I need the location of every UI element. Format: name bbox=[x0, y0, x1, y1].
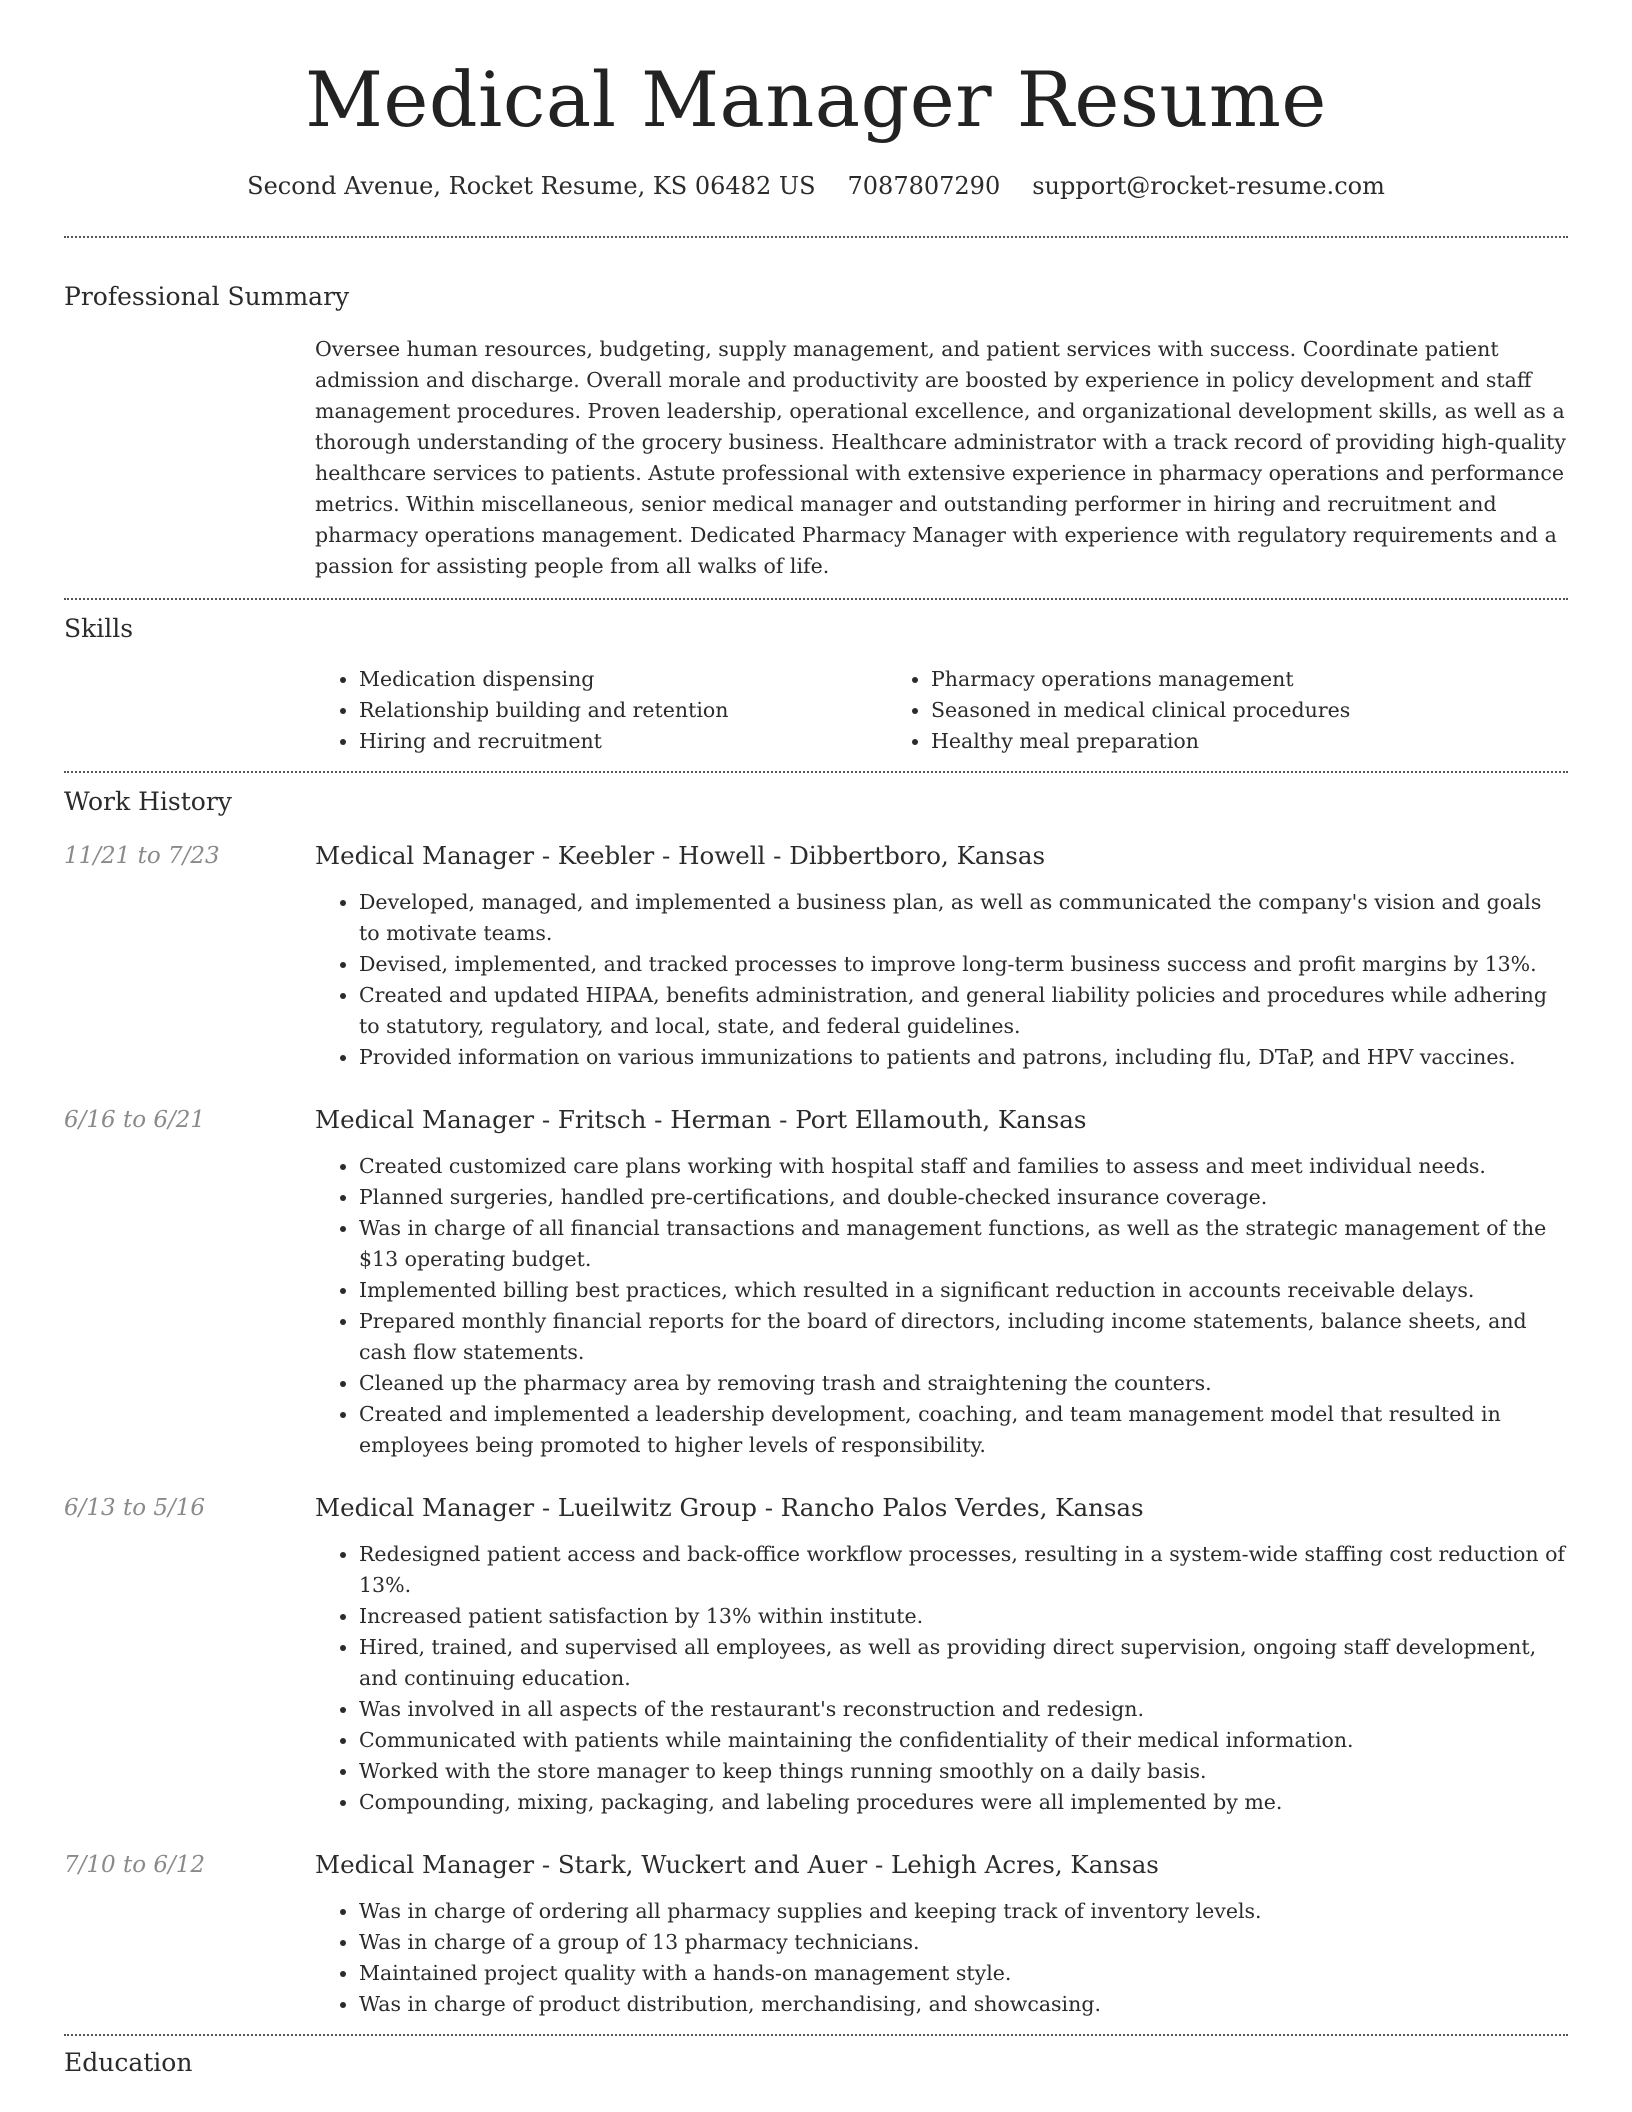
job-bullets bbox=[315, 1896, 1568, 2020]
skill-item: • Healthy meal preparation bbox=[931, 726, 1459, 757]
job-bullets bbox=[315, 1151, 1568, 1461]
summary-text: Oversee human resources, budgeting, supply management, and patient services with success. Coordinate patient admission and discharge. Overall morale and productivity are boosted by experience in policy development and staff management procedures. Proven leadership, operational excellence, and organizational development skills, as well as a thorough understanding of the grocery business. Healthcare administrator with a track record of providing high-quality healthcare services to patients. Astute professional with extensive experience in pharmacy operations and performance metrics. Within miscellaneous, senior medical manager and outstanding performer in hiring and recruitment and pharmacy operations management. Dedicated Pharmacy Manager with experience with regulatory requirements and a passion for assisting people from all walks of life. bbox=[315, 337, 1566, 578]
job-dates: 11/21 to 7/23 bbox=[64, 843, 220, 869]
job-body bbox=[315, 839, 1568, 1073]
job-entry bbox=[64, 839, 1568, 1073]
skills-columns bbox=[315, 664, 1568, 757]
job-bullets bbox=[315, 1539, 1568, 1818]
job-dates: 6/13 to 5/16 bbox=[64, 1495, 206, 1521]
section-title-skills: Skills bbox=[64, 614, 134, 643]
job-bullet: • Provided information on various immunizations to patients and patrons, including flu, DTaP, and HPV vaccines. bbox=[359, 1042, 1568, 1073]
job-body bbox=[315, 1103, 1568, 1461]
job-title: Medical Manager - Fritsch - Herman - Port Ellamouth, Kansas bbox=[315, 1105, 1087, 1134]
job-bullet: • Prepared monthly financial reports for the board of directors, including income statements, balance sheets, and cash flow statements. bbox=[359, 1306, 1568, 1368]
skill-item: • Relationship building and retention bbox=[359, 695, 887, 726]
skill-item: • Medication dispensing bbox=[359, 664, 887, 695]
job-bullet: • Developed, managed, and implemented a business plan, as well as communicated the company's vision and goals to motivate teams. bbox=[359, 887, 1568, 949]
skill-item: • Seasoned in medical clinical procedures bbox=[931, 695, 1459, 726]
work-history-section bbox=[64, 773, 1568, 2020]
job-bullet: • Worked with the store manager to keep things running smoothly on a daily basis. bbox=[359, 1756, 1568, 1787]
skill-item: • Hiring and recruitment bbox=[359, 726, 887, 757]
job-bullet: • Devised, implemented, and tracked processes to improve long-term business success and profit margins by 13%. bbox=[359, 949, 1568, 980]
skills-left-list bbox=[315, 664, 887, 757]
section-title-summary: Professional Summary bbox=[64, 282, 350, 311]
job-entry bbox=[64, 1848, 1568, 2020]
job-bullet: • Maintained project quality with a hands-on management style. bbox=[359, 1958, 1568, 1989]
job-bullet: • Was involved in all aspects of the restaurant's reconstruction and redesign. bbox=[359, 1694, 1568, 1725]
job-bullets bbox=[315, 887, 1568, 1073]
job-title: Medical Manager - Lueilwitz Group - Rancho Palos Verdes, Kansas bbox=[315, 1493, 1144, 1522]
job-bullet: • Was in charge of a group of 13 pharmacy technicians. bbox=[359, 1927, 1568, 1958]
job-entry bbox=[64, 1103, 1568, 1461]
job-body bbox=[315, 1491, 1568, 1818]
job-bullet: • Redesigned patient access and back-office workflow processes, resulting in a system-wide staffing cost reduction of 13%. bbox=[359, 1539, 1568, 1601]
resume-title: Medical Manager Resume bbox=[305, 55, 1327, 144]
job-bullet: • Was in charge of all financial transactions and management functions, as well as the strategic management of the $13 operating budget. bbox=[359, 1213, 1568, 1275]
contact-address: Second Avenue, Rocket Resume, KS 06482 US bbox=[247, 172, 816, 200]
job-dates: 7/10 to 6/12 bbox=[64, 1852, 206, 1878]
job-entry bbox=[64, 1491, 1568, 1818]
job-dates: 6/16 to 6/21 bbox=[64, 1107, 206, 1133]
job-bullet: • Hired, trained, and supervised all employees, as well as providing direct supervision, ongoing staff development, and continuing education. bbox=[359, 1632, 1568, 1694]
contact-email: support@rocket-resume.com bbox=[1032, 172, 1385, 200]
education-section bbox=[64, 2036, 1568, 2080]
job-bullet: • Compounding, mixing, packaging, and labeling procedures were all implemented by me. bbox=[359, 1787, 1568, 1818]
job-title: Medical Manager - Keebler - Howell - Dibbertboro, Kansas bbox=[315, 841, 1046, 870]
job-bullet: • Cleaned up the pharmacy area by removing trash and straightening the counters. bbox=[359, 1368, 1568, 1399]
job-bullet: • Was in charge of ordering all pharmacy supplies and keeping track of inventory levels. bbox=[359, 1896, 1568, 1927]
job-body bbox=[315, 1848, 1568, 2020]
job-bullet: • Planned surgeries, handled pre-certifications, and double-checked insurance coverage. bbox=[359, 1182, 1568, 1213]
skills-right-list bbox=[887, 664, 1459, 757]
job-bullet: • Was in charge of product distribution, merchandising, and showcasing. bbox=[359, 1989, 1568, 2020]
professional-summary-section bbox=[64, 238, 1568, 582]
skill-item: • Pharmacy operations management bbox=[931, 664, 1459, 695]
job-bullet: • Communicated with patients while maintaining the confidentiality of their medical information. bbox=[359, 1725, 1568, 1756]
section-title-work: Work History bbox=[64, 787, 232, 816]
skills-section bbox=[64, 600, 1568, 757]
job-bullet: • Created and updated HIPAA, benefits administration, and general liability policies and procedures while adhering to statutory, regulatory, and local, state, and federal guidelines. bbox=[359, 980, 1568, 1042]
contact-line bbox=[64, 170, 1568, 202]
job-bullet: • Implemented billing best practices, which resulted in a significant reduction in accounts receivable delays. bbox=[359, 1275, 1568, 1306]
contact-phone: 7087807290 bbox=[847, 172, 1001, 200]
job-bullet: • Created customized care plans working with hospital staff and families to assess and meet individual needs. bbox=[359, 1151, 1568, 1182]
job-title: Medical Manager - Stark, Wuckert and Auer - Lehigh Acres, Kansas bbox=[315, 1850, 1159, 1879]
job-bullet: • Created and implemented a leadership development, coaching, and team management model that resulted in employees being promoted to higher levels of responsibility. bbox=[359, 1399, 1568, 1461]
job-bullet: • Increased patient satisfaction by 13% within institute. bbox=[359, 1601, 1568, 1632]
section-title-education: Education bbox=[64, 2048, 193, 2077]
